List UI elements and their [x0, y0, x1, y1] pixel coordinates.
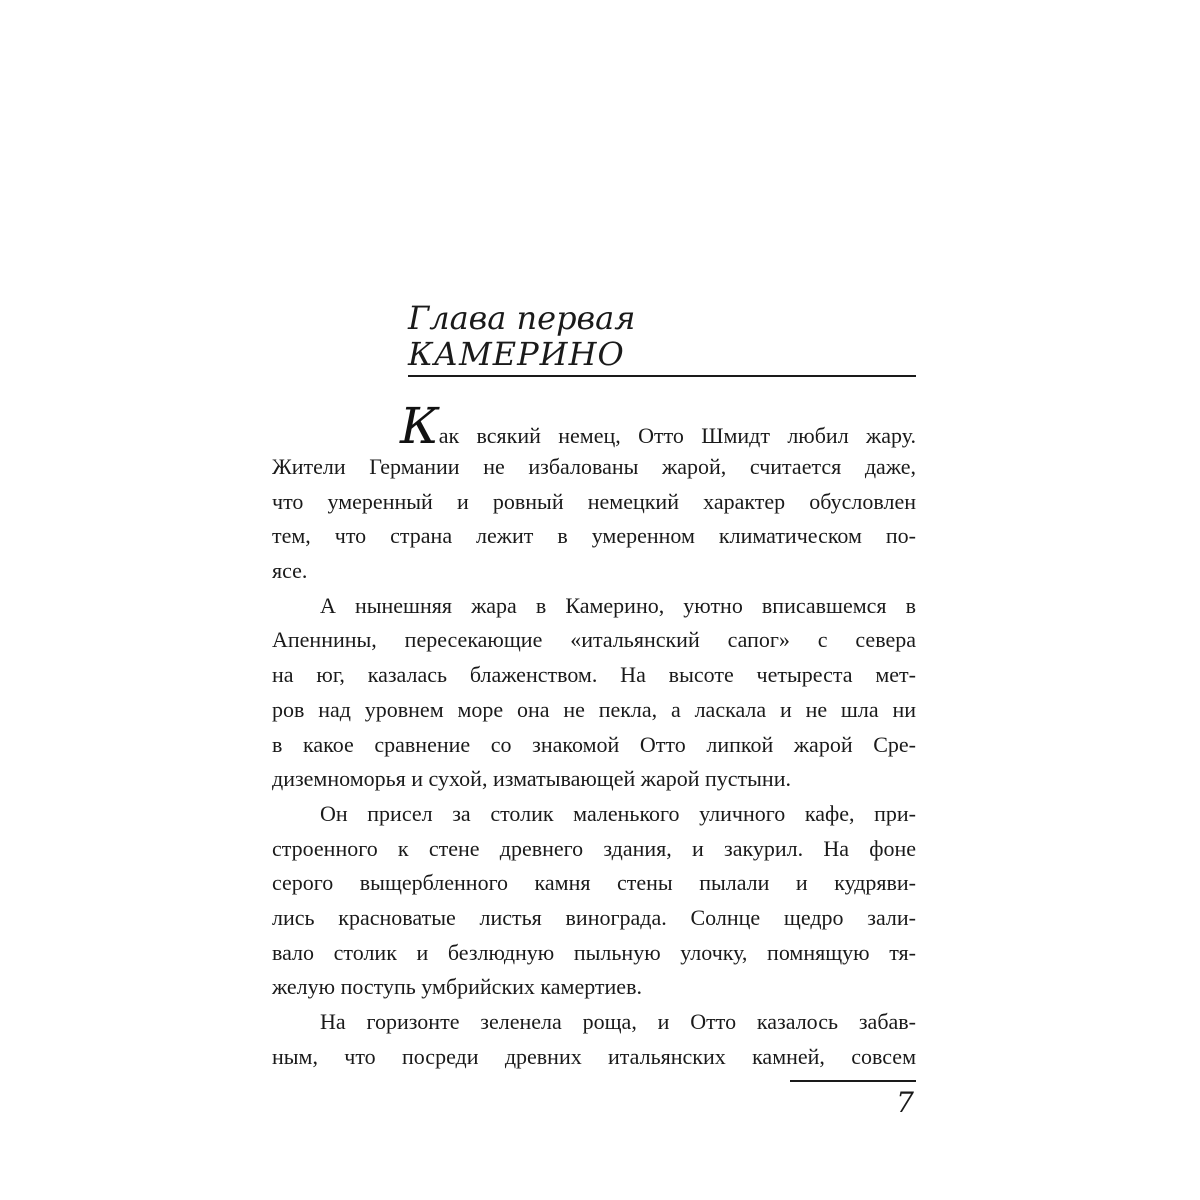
chapter-label: Глава первая [408, 299, 636, 337]
text-line: желую поступь умбрийских камертиев. [272, 974, 642, 1000]
text-line: ясе. [272, 558, 308, 584]
page-number-rule [790, 1080, 916, 1082]
text-line: в какое сравнение со знакомой Отто липкой жарой Сре- [272, 731, 916, 757]
text-line: серого выщербленного камня стены пылали и кудряви- [272, 870, 916, 896]
text-line: тем, что страна лежит в умеренном климатическом по- [272, 523, 916, 549]
first-line [272, 397, 916, 455]
text-line: лись красноватые листья винограда. Солнце щедро зали- [272, 904, 916, 930]
text-line: Апеннины, пересекающие «итальянский сапог» с севера [272, 627, 916, 653]
paragraph-first-line: А нынешняя жара в Камерино, уютно вписавшемся в [320, 592, 916, 618]
paragraph-first-line: Он присел за столик маленького уличного кафе, при- [320, 800, 916, 826]
chapter-header-rule [408, 375, 916, 377]
drop-cap-letter: К [400, 397, 439, 455]
text-line: ным, что посреди древних итальянских камней, совсем [272, 1043, 916, 1069]
chapter-body-text [272, 397, 916, 1074]
page-number: 7 [896, 1086, 914, 1119]
text-line: ров над уровнем море она не пекла, а ласкала и не шла ни [272, 696, 916, 722]
text-line: диземноморья и сухой, изматывающей жарой пустыни. [272, 766, 791, 792]
text-line: вало столик и безлюдную пыльную улочку, помнящую тя- [272, 939, 916, 965]
first-line-text: ак всякий немец, Отто Шмидт любил жару. [438, 423, 916, 448]
text-line: Жители Германии не избалованы жарой, считается даже, [272, 454, 916, 479]
paragraph-first-line: На горизонте зеленела роща, и Отто казалось забав- [320, 1009, 916, 1034]
chapter-title: КАМЕРИНО [408, 335, 625, 373]
chapter-header [408, 300, 916, 372]
text-line: на юг, казалась блаженством. На высоте четыреста мет- [272, 662, 916, 688]
text-line: строенного к стене древнего здания, и закурил. На фоне [272, 835, 916, 861]
text-line: что умеренный и ровный немецкий характер обусловлен [272, 488, 916, 514]
